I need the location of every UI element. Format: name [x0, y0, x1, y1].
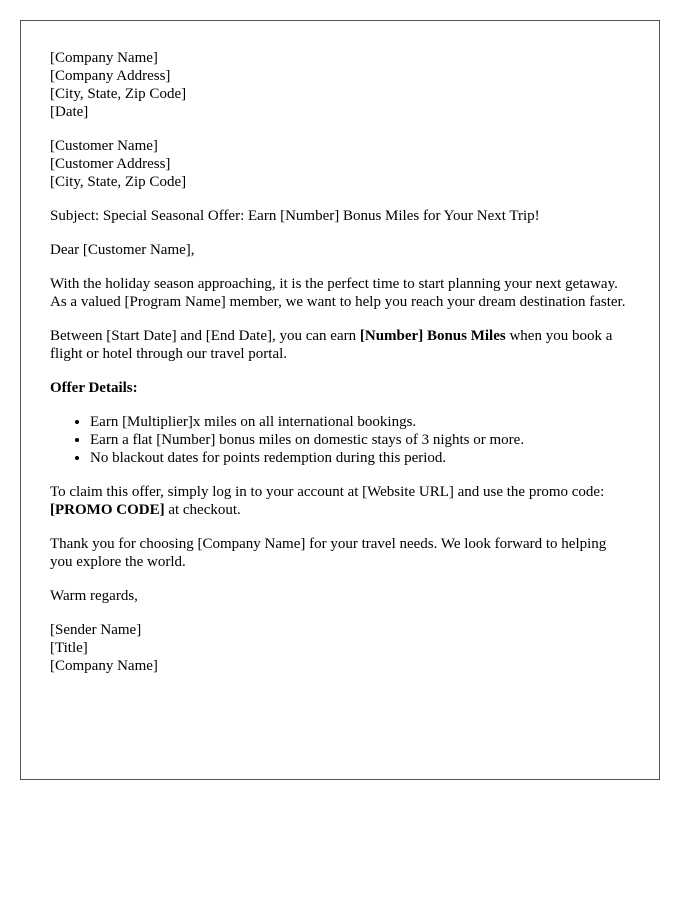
letter-body: [50, 49, 630, 675]
signature-sender-name: [Sender Name]: [50, 622, 142, 638]
signature-block: [50, 621, 630, 675]
letter-page: [20, 20, 660, 780]
letter-date: [Date]: [50, 104, 89, 120]
signature-title: [Title]: [50, 640, 88, 656]
bonus-miles-highlight: [Number] Bonus Miles: [359, 328, 506, 344]
list-item: • Earn [Multiplier]x miles on all international bookings.: [90, 413, 630, 431]
subject-line: Subject: Special Seasonal Offer: Earn [Number] Bonus Miles for Your Next Trip!: [50, 208, 540, 224]
recipient-address-block: [50, 137, 630, 191]
sender-company-address: [Company Address]: [50, 68, 171, 84]
recipient-address: [Customer Address]: [50, 156, 171, 172]
list-item: • Earn a flat [Number] bonus miles on domestic stays of 3 nights or more.: [90, 431, 630, 449]
list-item: • No blackout dates for points redemption during this period.: [90, 449, 630, 467]
signature-company-name: [Company Name]: [50, 658, 158, 674]
intro-paragraph: With the holiday season approaching, it is the perfect time to start planning your next getaway. As a valued [Program Name] member, we want to help you reach your dream destination faster.: [50, 276, 626, 310]
offer-details-heading-text: Offer Details:: [50, 380, 138, 396]
offer-details-heading: [50, 379, 630, 397]
claim-paragraph-text-end: at checkout.: [164, 502, 241, 518]
recipient-city-state-zip: [City, State, Zip Code]: [50, 174, 187, 190]
promo-code: [PROMO CODE]: [50, 502, 165, 518]
sender-address-block: [50, 49, 630, 121]
offer-details-list: [50, 413, 630, 467]
offer-paragraph: [50, 327, 630, 363]
claim-paragraph-text-start: To claim this offer, simply log in to your account at [Website URL] and use the promo code:: [50, 484, 605, 500]
offer-paragraph-text-end: when you book a flight or hotel through our travel portal.: [50, 328, 613, 362]
salutation: Dear [Customer Name],: [50, 242, 195, 258]
closing: Warm regards,: [50, 588, 138, 604]
sender-company-name: [Company Name]: [50, 50, 158, 66]
offer-paragraph-text-start: Between [Start Date] and [End Date], you can earn: [50, 328, 360, 344]
recipient-name: [Customer Name]: [50, 138, 158, 154]
sender-city-state-zip: [City, State, Zip Code]: [50, 86, 187, 102]
thanks-paragraph: Thank you for choosing [Company Name] for your travel needs. We look forward to helping you explore the world.: [50, 536, 607, 570]
claim-paragraph: [50, 483, 630, 519]
